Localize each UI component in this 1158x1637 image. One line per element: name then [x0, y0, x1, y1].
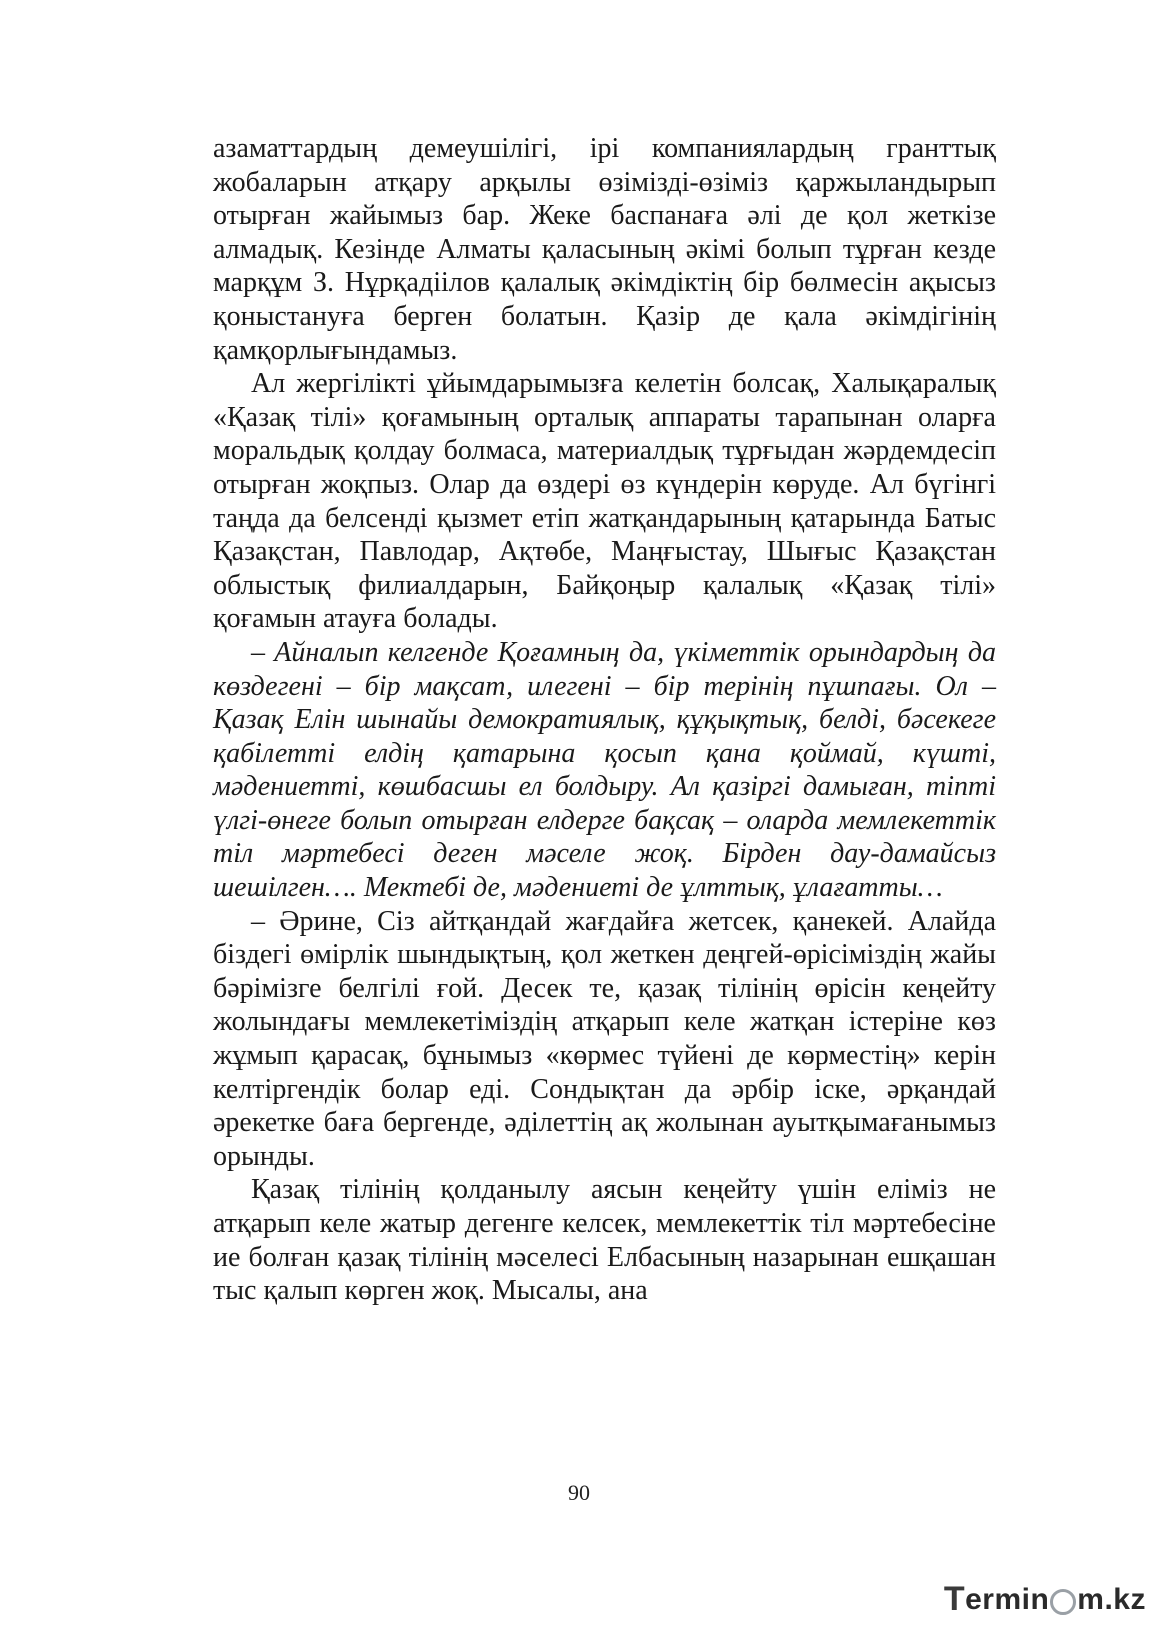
paragraph-1: азаматтардың демеушілігі, ірі компаниялардың гранттық жобаларын атқару арқылы өзімізді-өзіміз қаржыландырып отырған жайымыз бар. Жеке баспанаға әлі де қол жеткізе алмадық. Кезінде Алматы қаласының әкімі болып тұрған кезде марқұм З. Нұрқадіілов қалалық әкімдіктің бір бөлмесін ақысыз қоныстануға берген болатын. Қазір де қала әкімдігінің қамқорлығындамыз. — [213, 133, 996, 366]
termincom-watermark-logo — [944, 1580, 1146, 1619]
watermark-middle: ermin — [965, 1582, 1050, 1616]
watermark-prefix: T — [943, 1580, 966, 1618]
paragraph-4: – Әрине, Сіз айтқандай жағдайға жетсек, қанекей. Алайда біздегі өмірлік шындықтың, қол жеткен деңгей-өрісіміздің жайы бәрімізге белгілі ғой. Десек те, қазақ тілінің өрісін кеңейту жолындағы мемлекетіміздің атқарып келе жатқан істеріне көз жұмып қарасақ, бұнымыз «көрмес түйені де көрместің» керін келтіргендік болар еді. Сондықтан да әрбір іске, әрқандай әрекетке баға бергенде, әділеттің ақ жолынан ауытқымағанымыз орынды. — [213, 905, 996, 1172]
page-body — [213, 132, 996, 1308]
paragraph-5: Қазақ тілінің қолданылу аясын кеңейту үшін еліміз не атқарып келе жатыр дегенге келсек, мемлекеттік тіл мәртебесіне ие болған қазақ тілінің мәселесі Елбасының назарынан ешқашан тыс қалып көрген жоқ. Мысалы, ана — [213, 1174, 996, 1307]
watermark-circle-icon — [1050, 1589, 1076, 1615]
paragraph-3-question: – Айналып келгенде Қоғамның да, үкіметтік орындардың да көздегені – бір мақсат, илегені – бір терінің пұшпағы. Ол – Қазақ Елін шынайы демократиялық, құқықтық, белді, бәсекеге қабілетті елдің қатарына қосып қана қоймай, күшті, мәдениетті, көшбасшы ел болдыру. Ал қазіргі дамыған, тіпті үлгі-өнеге болып отырған елдерге бақсақ – оларда мемлекеттік тіл мәртебесі деген мәселе жоқ. Бірден дау-дамайсыз шешілген…. Мектебі де, мәдениеті де ұлттық, ұлағатты… — [213, 636, 996, 904]
page-number: 90 — [568, 1480, 590, 1505]
paragraph-2: Ал жергілікті ұйымдарымызға келетін болсақ, Халықаралық «Қазақ тілі» қоғамының орталық аппараты тарапынан оларға моральдық қолдау болмаса, материалдық тұрғыдан жәрдемдесіп отырған жоқпыз. Олар да өздері өз күндерін көруде. Ал бүгінгі таңда да белсенді қызмет етіп жатқандарының қатарында Батыс Қазақстан, Павлодар, Ақтөбе, Маңғыстау, Шығыс Қазақстан облыстық филиалдарын, Байқоңыр қалалық «Қазақ тілі» қоғамын атауға болады. — [213, 368, 996, 635]
watermark-suffix: m.kz — [1077, 1582, 1146, 1616]
